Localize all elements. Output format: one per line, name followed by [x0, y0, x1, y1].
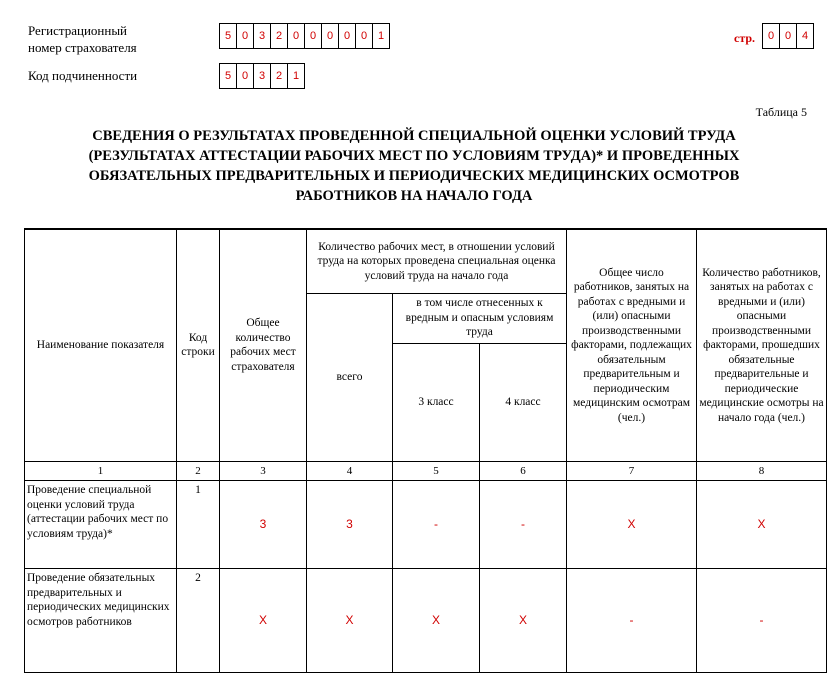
column-number: 8 [697, 461, 827, 481]
page-number-boxes [762, 23, 814, 49]
col-header-all: всего [307, 293, 393, 461]
table-number-label: Таблица 5 [755, 105, 807, 119]
row-value: - [480, 481, 567, 569]
row-value: X [220, 569, 307, 673]
title-line: (РЕЗУЛЬТАТАХ АТТЕСТАЦИИ РАБОЧИХ МЕСТ ПО УСЛОВИЯМ ТРУДА)* И ПРОВЕДЕННЫХ [88, 148, 740, 164]
row-name: Проведение обязательных предварительных и периодических медицинских осмотров работников [25, 569, 177, 673]
reg-digit: 0 [237, 24, 254, 48]
sub-digit: 3 [254, 64, 271, 88]
row-value: - [567, 569, 697, 673]
column-number: 4 [307, 461, 393, 481]
title-line: ОБЯЗАТЕЛЬНЫХ ПРЕДВАРИТЕЛЬНЫХ И ПЕРИОДИЧЕСКИХ МЕДИЦИНСКИХ ОСМОТРОВ [88, 168, 740, 184]
reg-digit: 0 [288, 24, 305, 48]
reg-digit: 3 [254, 24, 271, 48]
reg-digit: 0 [339, 24, 356, 48]
column-number: 7 [567, 461, 697, 481]
row-value: X [480, 569, 567, 673]
row-value: X [697, 481, 827, 569]
reg-digit: 2 [271, 24, 288, 48]
column-numbers-row [25, 461, 827, 481]
title-line: РАБОТНИКОВ НА НАЧАЛО ГОДА [295, 188, 533, 204]
reg-digit: 0 [305, 24, 322, 48]
column-number: 6 [480, 461, 567, 481]
form-title [40, 126, 788, 206]
col-header-8: Количество работников, занятых на работах с вредными и (или) опасными производственными факторами, прошедших обязательные предварительные и периодические медицинские осмотры на начало года (чел.) [697, 229, 827, 461]
sub-digit: 1 [288, 64, 305, 88]
page-digit: 0 [780, 24, 797, 48]
col-header-class4: 4 класс [480, 343, 567, 461]
sub-digit: 5 [220, 64, 237, 88]
sub-digit: 2 [271, 64, 288, 88]
row-value: - [697, 569, 827, 673]
col-header-7: Общее число работников, занятых на работах с вредными и (или) опасными производственными факторами, подлежащих обязательным предварительным и периодическим медицинским осмотрам (чел.) [567, 229, 697, 461]
reg-digit: 5 [220, 24, 237, 48]
reg-number-label [28, 22, 137, 56]
col-header-harmful-group: в том числе отнесенных к вредным и опасным условиям труда [393, 293, 567, 343]
page-digit: 0 [763, 24, 780, 48]
row-value: 3 [220, 481, 307, 569]
row-value: 3 [307, 481, 393, 569]
col-header-class3: 3 класс [393, 343, 480, 461]
row-code: 1 [177, 481, 220, 569]
sub-code-label: Код подчиненности [28, 68, 138, 83]
col-header-total-places: Общее количество рабочих мест страхователя [220, 229, 307, 461]
col-header-assessed-group: Количество рабочих мест, в отношении условий труда на которых проведена специальная оценка условий труда на начало года [307, 229, 567, 293]
table-row [25, 569, 827, 673]
sub-code-boxes [219, 63, 305, 89]
reg-number-boxes [219, 23, 390, 49]
sub-digit: 0 [237, 64, 254, 88]
column-number: 1 [25, 461, 177, 481]
column-number: 2 [177, 461, 220, 481]
reg-number-label-line1: Регистрационный [28, 23, 128, 38]
reg-digit: 0 [322, 24, 339, 48]
title-line: СВЕДЕНИЯ О РЕЗУЛЬТАТАХ ПРОВЕДЕННОЙ СПЕЦИАЛЬНОЙ ОЦЕНКИ УСЛОВИЙ ТРУДА [92, 128, 736, 144]
page-label: стр. [734, 31, 756, 45]
row-value: X [307, 569, 393, 673]
row-value: - [393, 481, 480, 569]
reg-digit: 0 [356, 24, 373, 48]
reg-number-label-line2: номер страхователя [28, 40, 137, 55]
col-header-name: Наименование показателя [25, 229, 177, 461]
col-header-code: Код строки [177, 229, 220, 461]
column-number: 5 [393, 461, 480, 481]
table-row [25, 481, 827, 569]
row-code: 2 [177, 569, 220, 673]
reg-digit: 1 [373, 24, 390, 48]
page-digit: 4 [797, 24, 814, 48]
row-value: X [393, 569, 480, 673]
results-table [24, 228, 827, 673]
row-value: X [567, 481, 697, 569]
row-name: Проведение специальной оценки условий труда (аттестации рабочих мест по условиям труда)* [25, 481, 177, 569]
column-number: 3 [220, 461, 307, 481]
